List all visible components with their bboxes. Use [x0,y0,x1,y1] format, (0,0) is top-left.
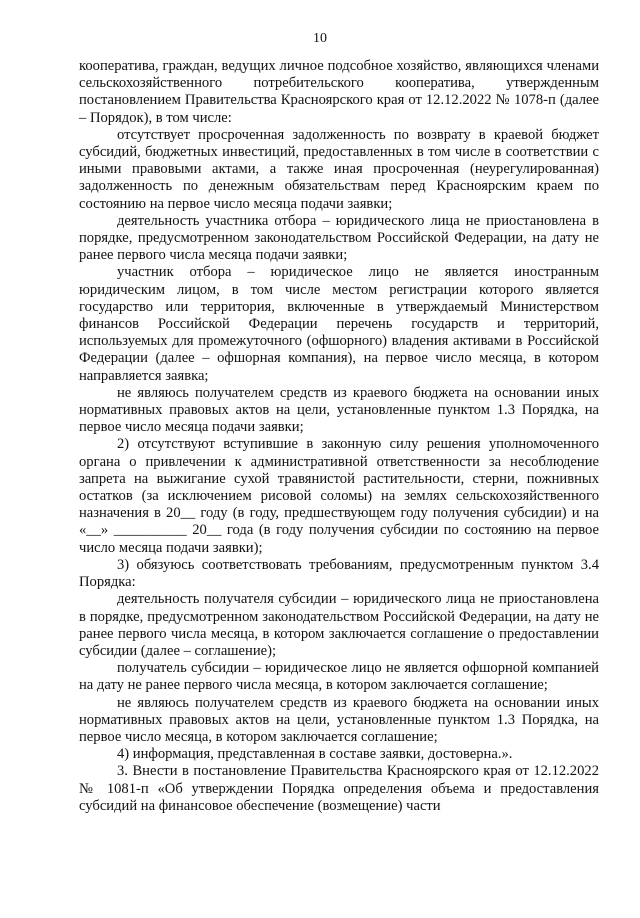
paragraph-not-recipient: не являюсь получателем средств из краевого бюджета на основании иных нормативных правовых актов на цели, установленные пунктом 1.3 Порядка, на первое число месяца подачи заявки; [79,384,599,436]
page-number: 10 [313,31,327,46]
paragraph-not-foreign: участник отбора – юридическое лицо не является иностранным юридическим лицом, в том числе местом регистрации которого является государство или территория, включенные в утверждаемый Министерством финансов Российской Федерации перечень государств и территорий, используемых для промежуточного (офшорного) владения активами в Российской Федерации (далее – офшорная компания), на первое число месяца, в котором направляется заявка; [79,264,599,384]
paragraph-not-suspended: деятельность участника отбора – юридического лица не приостановлена в порядке, предусмотренном законодательством Российской Федерации, на дату не ранее первого числа месяца подачи заявки; [79,212,599,264]
paragraph-item-4: 4) информация, представленная в составе заявки, достоверна.». [117,746,513,763]
paragraph-recipient-not-offshore: получатель субсидии – юридическое лицо не является офшорной компанией на дату не ранее первого числа месяца, в котором заключается соглашение; [79,660,599,694]
paragraph-intro: кооператива, граждан, ведущих личное подсобное хозяйство, являющихся членами сельскохозяйственного потребительского кооператива, утвержденным постановлением Правительства Красноярского края от 12.12.2022 № 1078-п (далее – Порядок), в том числе: [79,58,599,126]
paragraph-section-3: 3. Внести в постановление Правительства Красноярского края от 12.12.2022 № 1081-п «Об утверждении Порядка определения объема и предоставления субсидий на финансовое обеспечение (возмещение) части [79,763,599,814]
paragraph-recipient-not-suspended: деятельность получателя субсидии – юридического лица не приостановлена в порядке, предусмотренном законодательством Российской Федерации, на дату не ранее первого числа месяца, в котором заключается соглашение о предоставлении субсидии (далее – соглашение); [79,591,599,659]
paragraph-no-debt: отсутствует просроченная задолженность по возврату в краевой бюджет субсидий, бюджетных инвестиций, предоставленных в том числе в соответствии с иными правовыми актами, а также иная просроченная (неурегулированная) задолженность по денежным обязательствам перед Красноярским краем по состоянию на первое число месяца подачи заявки; [79,126,599,212]
paragraph-recipient-not-other-funds: не являюсь получателем средств из краевого бюджета на основании иных нормативных правовых актов на цели, установленные пунктом 1.3 Порядка, на первое число месяца, в котором заключается соглашение; [79,694,599,745]
paragraph-item-2: 2) отсутствуют вступившие в законную силу решения уполномоченного органа о привлечении к административной ответственности за несоблюдение запрета на выжигание сухой травянистой растительности, стерни, пожнивных остатков (за исключением рисовой соломы) на землях сельскохозяйственного назначения в 20__ году (в году, предшествующем году получения субсидии) и на «__» __________ 20__ года (в году получения субсидии по состоянию на первое число месяца подачи заявки); [79,436,599,556]
document-body [79,58,599,815]
paragraph-item-3: 3) обязуюсь соответствовать требованиям, предусмотренным пунктом 3.4 Порядка: [79,556,599,591]
